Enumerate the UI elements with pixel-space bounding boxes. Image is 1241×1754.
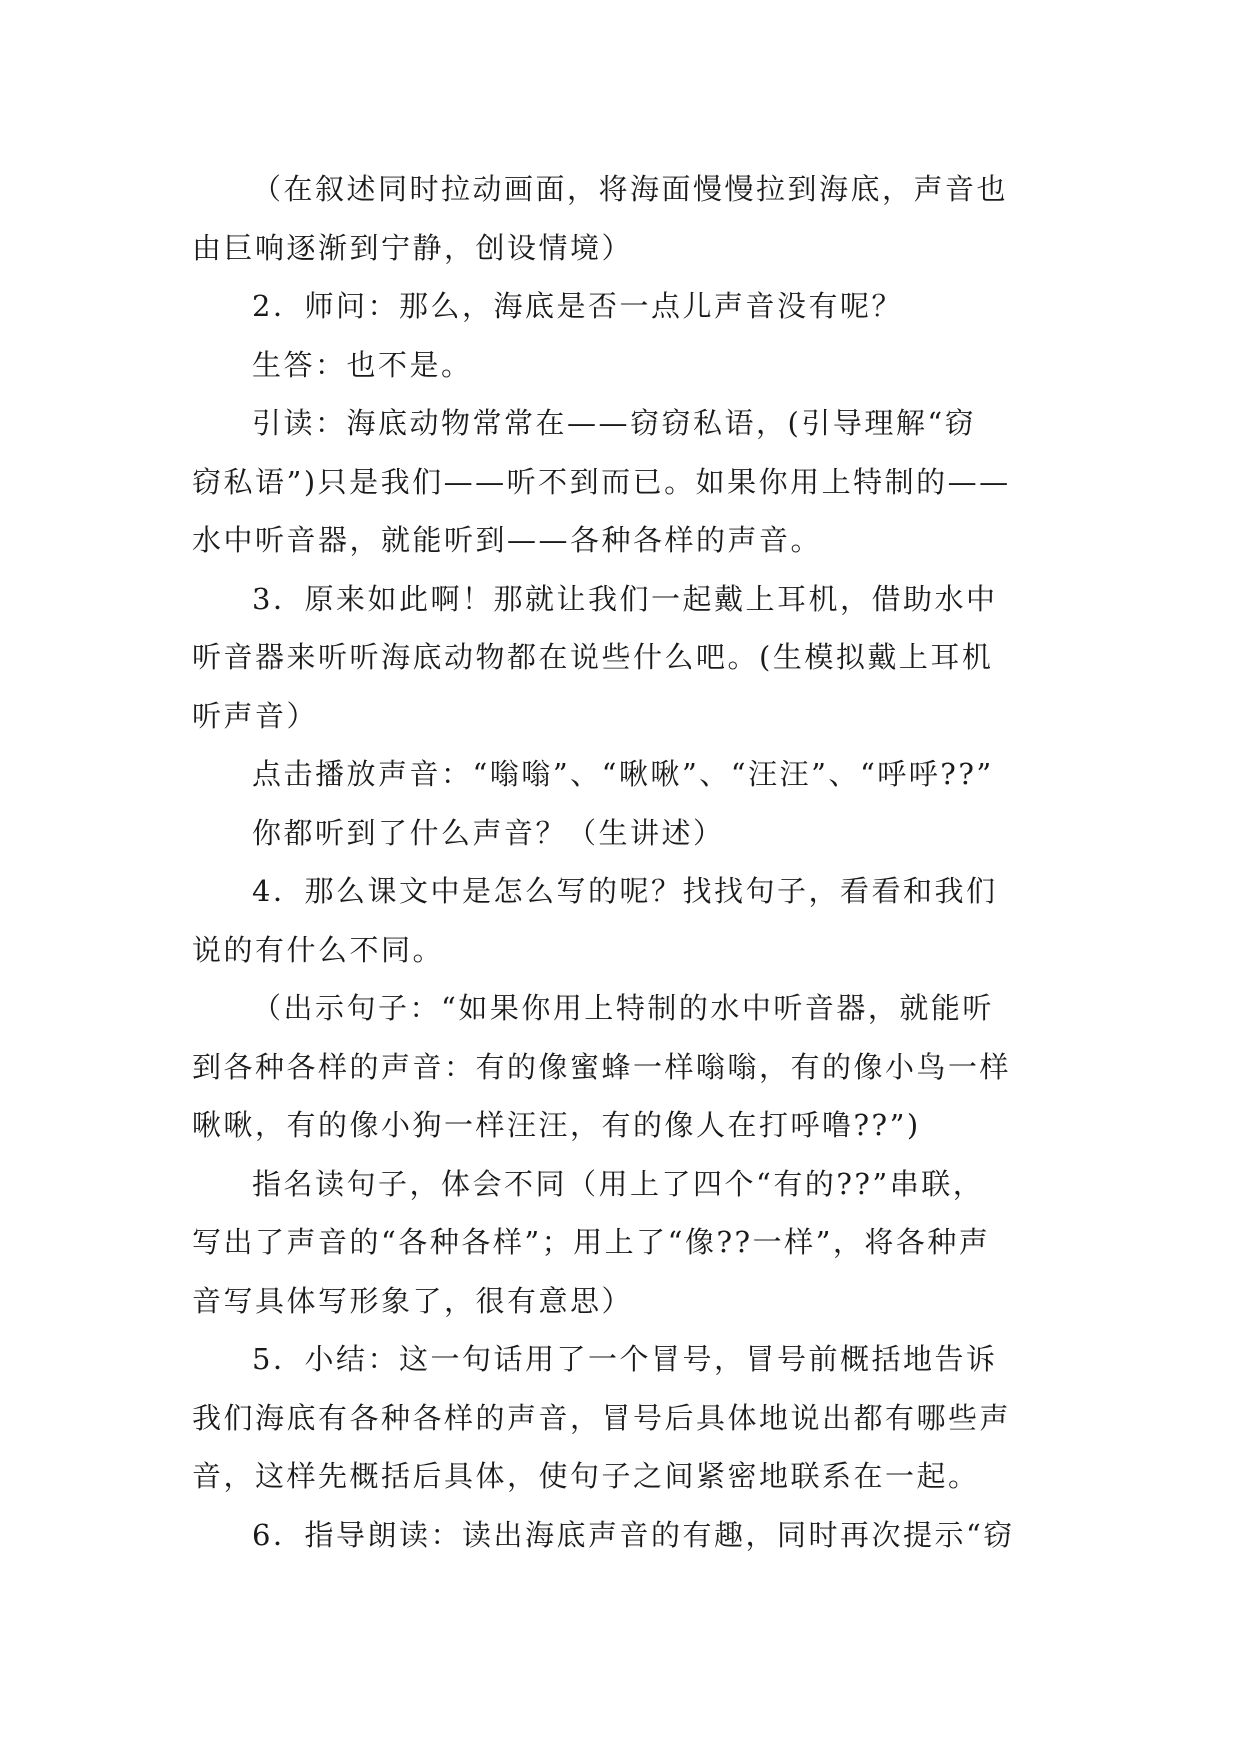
paragraph-line: 写出了声音的“各种各样”；用上了“像??一样”，将各种声 xyxy=(192,1225,991,1259)
paragraph-line: 指名读句子，体会不同（用上了四个“有的??”串联， xyxy=(252,1166,985,1201)
paragraph-line: 6．指导朗读：读出海底声音的有趣，同时再次提示“窃 xyxy=(252,1517,1015,1552)
paragraph-line: 说的有什么不同。 xyxy=(192,932,445,967)
paragraph-line: 窃私语”)只是我们——听不到而已。如果你用上特制的—— xyxy=(192,464,1011,499)
body-text xyxy=(192,160,1052,1564)
paragraph-line: 引读：海底动物常常在——窃窃私语，(引导理解“窃 xyxy=(252,406,977,440)
paragraph-line: 啾啾，有的像小狗一样汪汪，有的像人在打呼噜??”) xyxy=(192,1108,921,1142)
paragraph-line: 你都听到了什么声音？（生讲述） xyxy=(252,815,725,850)
paragraph-line: 听声音） xyxy=(192,698,319,733)
paragraph-line: 4．那么课文中是怎么写的呢？找找句子，看看和我们 xyxy=(252,874,998,908)
paragraph-line: （出示句子：“如果你用上特制的水中听音器，就能听 xyxy=(252,991,994,1025)
paragraph-line: 由巨响逐渐到宁静，创设情境） xyxy=(192,230,634,265)
paragraph-line: 音写具体写形象了，很有意思） xyxy=(192,1283,634,1318)
paragraph-line: 我们海底有各种各样的声音，冒号后具体地说出都有哪些声 xyxy=(192,1400,1012,1435)
paragraph-line: （在叙述同时拉动画面，将海面慢慢拉到海底，声音也 xyxy=(252,172,1009,206)
paragraph-line: 点击播放声音：“嗡嗡”、“啾啾”、“汪汪”、“呼呼??” xyxy=(252,757,994,791)
paragraph-line: 到各种各样的声音：有的像蜜蜂一样嗡嗡，有的像小鸟一样 xyxy=(192,1049,1012,1084)
paragraph-line: 听音器来听听海底动物都在说些什么吧。(生模拟戴上耳机 xyxy=(192,640,994,674)
paragraph-line: 水中听音器，就能听到——各种各样的声音。 xyxy=(192,523,823,557)
paragraph-line: 3．原来如此啊！那就让我们一起戴上耳机，借助水中 xyxy=(252,581,998,616)
paragraph-line: 生答：也不是。 xyxy=(252,347,473,382)
paragraph-line: 5．小结：这一句话用了一个冒号，冒号前概括地告诉 xyxy=(252,1342,998,1376)
paragraph-line: 2．师问：那么，海底是否一点儿声音没有呢？ xyxy=(252,289,903,323)
paragraph-line: 音，这样先概括后具体，使句子之间紧密地联系在一起。 xyxy=(192,1459,980,1493)
